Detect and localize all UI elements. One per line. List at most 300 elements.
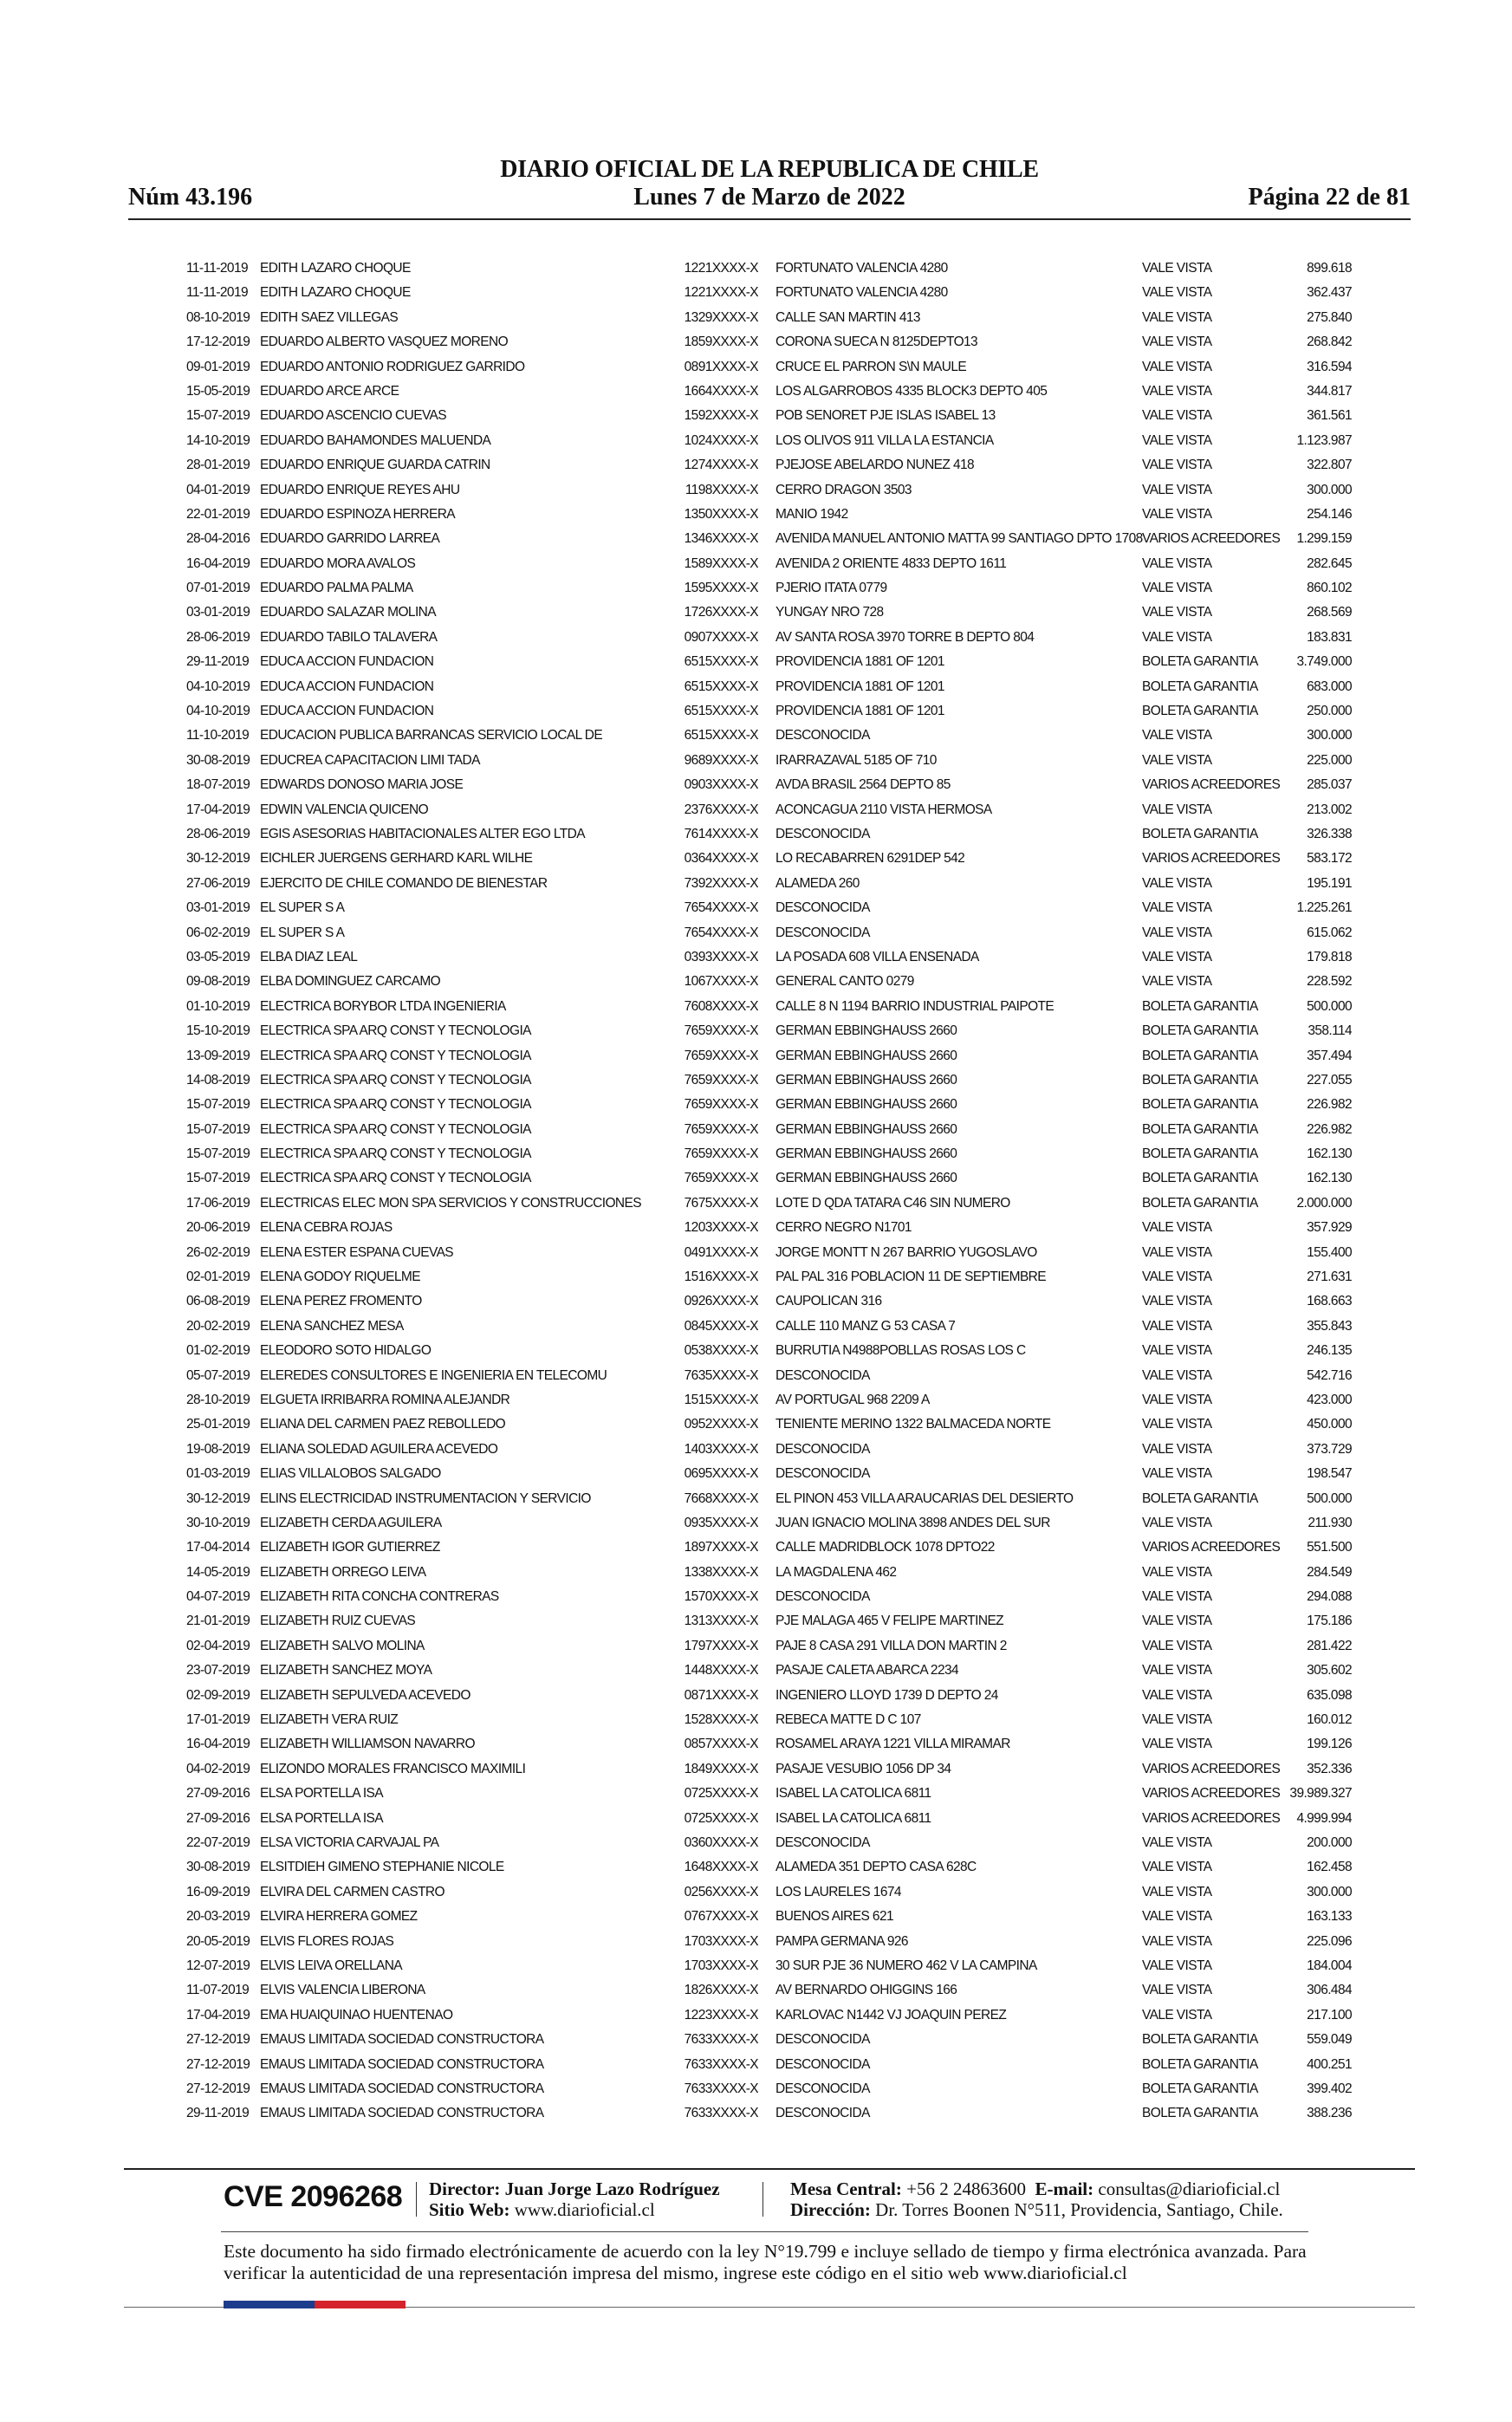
- table-row: [186, 306, 1352, 330]
- row-amount: 358.114: [1308, 1023, 1352, 1039]
- row-rut: 0952XXXX-X: [684, 1417, 758, 1432]
- director-block: [429, 2179, 720, 2220]
- row-rut: 0935XXXX-X: [684, 1515, 758, 1530]
- table-row: [186, 1216, 1352, 1240]
- row-name: ELECTRICA BORYBOR LTDA INGENIERIA: [260, 998, 506, 1014]
- row-address: LOS OLIVOS 911 VILLA LA ESTANCIA: [775, 432, 994, 448]
- table-row: [186, 1364, 1352, 1388]
- row-document-type: VALE VISTA: [1142, 1589, 1212, 1605]
- row-name: EMAUS LIMITADA SOCIEDAD CONSTRUCTORA: [260, 2032, 544, 2048]
- row-name: ELSA PORTELLA ISA: [260, 1786, 384, 1802]
- row-document-type: VALE VISTA: [1142, 285, 1212, 301]
- row-date: 17-04-2014: [186, 1540, 250, 1555]
- row-rut: 0364XXXX-X: [684, 851, 758, 867]
- row-document-type: BOLETA GARANTIA: [1142, 2081, 1258, 2096]
- row-document-type: VALE VISTA: [1142, 1687, 1212, 1703]
- row-amount: 162.458: [1307, 1860, 1352, 1875]
- page-header: [128, 156, 1411, 217]
- row-date: 11-11-2019: [186, 261, 248, 276]
- row-date: 19-08-2019: [186, 1441, 250, 1457]
- row-date: 16-09-2019: [186, 1884, 250, 1899]
- row-rut: 6515XXXX-X: [684, 679, 758, 694]
- row-rut: 1338XXXX-X: [684, 1564, 758, 1580]
- row-name: ELSITDIEH GIMENO STEPHANIE NICOLE: [260, 1860, 504, 1875]
- row-address: GERMAN EBBINGHAUSS 2660: [775, 1023, 957, 1039]
- row-amount: 583.172: [1307, 851, 1352, 867]
- table-row: [186, 355, 1352, 380]
- row-amount: 268.569: [1307, 605, 1352, 620]
- row-document-type: BOLETA GARANTIA: [1142, 1146, 1258, 1162]
- row-name: ELVIS LEIVA ORELLANA: [260, 1958, 403, 1973]
- row-name: ELIZABETH RITA CONCHA CONTRERAS: [260, 1589, 499, 1605]
- table-row: [186, 1093, 1352, 1117]
- table-row: [186, 281, 1352, 305]
- row-date: 27-12-2019: [186, 2056, 250, 2072]
- table-row: [186, 601, 1352, 625]
- table-row: [186, 429, 1352, 453]
- row-date: 06-08-2019: [186, 1294, 250, 1309]
- row-address: CALLE 8 N 1194 BARRIO INDUSTRIAL PAIPOTE: [775, 998, 1055, 1014]
- table-row: [186, 1192, 1352, 1216]
- row-name: EICHLER JUERGENS GERHARD KARL WILHE: [260, 851, 533, 867]
- row-name: ELENA GODOY RIQUELME: [260, 1269, 420, 1285]
- row-rut: 1797XXXX-X: [684, 1638, 758, 1653]
- row-date: 30-08-2019: [186, 752, 250, 768]
- row-amount: 500.000: [1307, 998, 1352, 1014]
- row-amount: 361.561: [1307, 408, 1352, 424]
- row-amount: 4.999.994: [1296, 1810, 1352, 1826]
- row-name: ELIZABETH WILLIAMSON NAVARRO: [260, 1737, 475, 1752]
- row-amount: 162.130: [1307, 1146, 1352, 1162]
- row-rut: 1516XXXX-X: [684, 1269, 758, 1285]
- row-document-type: BOLETA GARANTIA: [1142, 826, 1258, 841]
- row-address: JUAN IGNACIO MOLINA 3898 ANDES DEL SUR: [775, 1515, 1050, 1530]
- row-amount: 899.618: [1307, 261, 1352, 276]
- table-row: [186, 945, 1352, 970]
- row-date: 27-06-2019: [186, 875, 250, 891]
- row-document-type: VARIOS ACREEDORES: [1142, 777, 1281, 793]
- row-amount: 227.055: [1307, 1072, 1352, 1088]
- row-name: ELIZABETH SALVO MOLINA: [260, 1638, 425, 1653]
- row-address: FORTUNATO VALENCIA 4280: [775, 285, 948, 301]
- row-rut: 7659XXXX-X: [684, 1023, 758, 1039]
- row-amount: 542.716: [1307, 1367, 1352, 1383]
- row-rut: 6515XXXX-X: [684, 728, 758, 743]
- row-amount: 162.130: [1307, 1171, 1352, 1186]
- row-date: 13-09-2019: [186, 1048, 250, 1063]
- row-date: 03-01-2019: [186, 605, 250, 620]
- row-amount: 344.817: [1307, 383, 1352, 399]
- table-row: [186, 1166, 1352, 1191]
- row-rut: 7633XXXX-X: [684, 2056, 758, 2072]
- row-amount: 2.000.000: [1296, 1195, 1352, 1211]
- row-document-type: VALE VISTA: [1142, 974, 1212, 990]
- footer-divider-top: [124, 2168, 1415, 2170]
- row-address: AV SANTA ROSA 3970 TORRE B DEPTO 804: [775, 629, 1035, 645]
- row-name: ELECTRICA SPA ARQ CONST Y TECNOLOGIA: [260, 1023, 531, 1039]
- row-rut: 0767XXXX-X: [684, 1909, 758, 1925]
- row-rut: 1897XXXX-X: [684, 1540, 758, 1555]
- cve-code: CVE 2096268: [224, 2180, 403, 2213]
- row-address: PASAJE CALETA ABARCA 2234: [775, 1663, 959, 1679]
- director-label: Director:: [429, 2179, 501, 2199]
- row-address: LA MAGDALENA 462: [775, 1564, 897, 1580]
- row-amount: 254.146: [1307, 506, 1352, 522]
- row-date: 11-07-2019: [186, 1983, 250, 1998]
- row-rut: 6515XXXX-X: [684, 654, 758, 670]
- row-name: ELECTRICA SPA ARQ CONST Y TECNOLOGIA: [260, 1097, 531, 1113]
- row-address: PASAJE VESUBIO 1056 DP 34: [775, 1761, 951, 1776]
- row-document-type: VALE VISTA: [1142, 359, 1212, 374]
- row-date: 28-01-2019: [186, 458, 250, 473]
- row-name: ELVIS FLORES ROJAS: [260, 1933, 394, 1949]
- table-row: [186, 1954, 1352, 1978]
- row-rut: 0538XXXX-X: [684, 1343, 758, 1359]
- row-document-type: BOLETA GARANTIA: [1142, 1171, 1258, 1186]
- page-number: Página 22 de 81: [1248, 184, 1411, 211]
- row-amount: 213.002: [1307, 802, 1352, 817]
- row-address: DESCONOCIDA: [775, 728, 870, 743]
- row-rut: 0491XXXX-X: [684, 1244, 758, 1260]
- row-date: 02-01-2019: [186, 1269, 250, 1285]
- row-address: BURRUTIA N4988POBLLAS ROSAS LOS C: [775, 1343, 1026, 1359]
- row-name: EDITH LAZARO CHOQUE: [260, 285, 411, 301]
- row-rut: 7659XXXX-X: [684, 1121, 758, 1137]
- email-link[interactable]: consultas@diarioficial.cl: [1098, 2179, 1281, 2199]
- table-row: [186, 1561, 1352, 1585]
- row-document-type: VALE VISTA: [1142, 482, 1212, 497]
- row-amount: 635.098: [1307, 1687, 1352, 1703]
- row-address: GENERAL CANTO 0279: [775, 974, 914, 990]
- row-date: 26-02-2019: [186, 1244, 250, 1260]
- row-date: 02-04-2019: [186, 1638, 250, 1653]
- row-rut: 1570XXXX-X: [684, 1589, 758, 1605]
- table-row: [186, 330, 1352, 354]
- row-address: REBECA MATTE D C 107: [775, 1712, 921, 1728]
- row-amount: 281.422: [1307, 1638, 1352, 1653]
- row-name: ELECTRICAS ELEC MON SPA SERVICIOS Y CONSTRUCCIONES: [260, 1195, 641, 1211]
- table-row: [186, 1880, 1352, 1905]
- row-rut: 1067XXXX-X: [684, 974, 758, 990]
- row-rut: 1528XXXX-X: [684, 1712, 758, 1728]
- row-amount: 316.594: [1307, 359, 1352, 374]
- row-address: LOS ALGARROBOS 4335 BLOCK3 DEPTO 405: [775, 383, 1048, 399]
- row-amount: 352.336: [1307, 1761, 1352, 1776]
- row-rut: 7614XXXX-X: [684, 826, 758, 841]
- row-amount: 195.191: [1307, 875, 1352, 891]
- row-address: EL PINON 453 VILLA ARAUCARIAS DEL DESIERTO: [775, 1490, 1074, 1506]
- table-row: [186, 1487, 1352, 1511]
- table-row: [186, 576, 1352, 601]
- row-amount: 300.000: [1307, 1884, 1352, 1899]
- row-document-type: VALE VISTA: [1142, 728, 1212, 743]
- row-rut: 1274XXXX-X: [684, 458, 758, 473]
- row-rut: 1726XXXX-X: [684, 605, 758, 620]
- row-date: 03-01-2019: [186, 900, 250, 916]
- row-address: ISABEL LA CATOLICA 6811: [775, 1786, 931, 1802]
- row-amount: 282.645: [1307, 555, 1352, 571]
- row-name: ELENA PEREZ FROMENTO: [260, 1294, 422, 1309]
- row-name: ELSA PORTELLA ISA: [260, 1810, 384, 1826]
- row-document-type: BOLETA GARANTIA: [1142, 1023, 1258, 1039]
- row-document-type: VALE VISTA: [1142, 1466, 1212, 1482]
- row-amount: 184.004: [1307, 1958, 1352, 1973]
- row-address: PJE MALAGA 465 V FELIPE MARTINEZ: [775, 1614, 1004, 1629]
- table-row: [186, 1585, 1352, 1609]
- row-address: DESCONOCIDA: [775, 2056, 870, 2072]
- row-date: 11-11-2019: [186, 285, 248, 301]
- footer-separator: [416, 2182, 417, 2217]
- row-address: GERMAN EBBINGHAUSS 2660: [775, 1171, 957, 1186]
- row-address: FORTUNATO VALENCIA 4280: [775, 261, 948, 276]
- row-name: EGIS ASESORIAS HABITACIONALES ALTER EGO LTDA: [260, 826, 585, 841]
- row-rut: 1595XXXX-X: [684, 581, 758, 596]
- footer-separator-2: [762, 2182, 763, 2217]
- row-address: DESCONOCIDA: [775, 1367, 870, 1383]
- row-rut: 9689XXXX-X: [684, 752, 758, 768]
- row-name: ELVIS VALENCIA LIBERONA: [260, 1983, 425, 1998]
- row-document-type: BOLETA GARANTIA: [1142, 998, 1258, 1014]
- table-row: [186, 650, 1352, 674]
- row-name: EMAUS LIMITADA SOCIEDAD CONSTRUCTORA: [260, 2056, 544, 2072]
- row-date: 23-07-2019: [186, 1663, 250, 1679]
- row-document-type: VALE VISTA: [1142, 1884, 1212, 1899]
- row-document-type: BOLETA GARANTIA: [1142, 679, 1258, 694]
- table-row: [186, 256, 1352, 281]
- row-date: 21-01-2019: [186, 1614, 250, 1629]
- row-address: ALAMEDA 260: [775, 875, 860, 891]
- row-name: EJERCITO DE CHILE COMANDO DE BIENESTAR: [260, 875, 548, 891]
- row-address: LA POSADA 608 VILLA ENSENADA: [775, 949, 979, 964]
- row-amount: 306.484: [1307, 1983, 1352, 1998]
- row-address: AVENIDA MANUEL ANTONIO MATTA 99 SANTIAGO DPTO 1708: [775, 531, 1143, 547]
- row-name: ELSA VICTORIA CARVAJAL PA: [260, 1835, 439, 1850]
- row-date: 01-10-2019: [186, 998, 250, 1014]
- row-address: CALLE 110 MANZ G 53 CASA 7: [775, 1318, 956, 1334]
- row-date: 09-08-2019: [186, 974, 250, 990]
- row-address: JORGE MONTT N 267 BARRIO YUGOSLAVO: [775, 1244, 1037, 1260]
- row-document-type: BOLETA GARANTIA: [1142, 1072, 1258, 1088]
- row-address: INGENIERO LLOYD 1739 D DEPTO 24: [775, 1687, 998, 1703]
- table-row: [186, 1019, 1352, 1043]
- row-address: CERRO DRAGON 3503: [775, 482, 912, 497]
- row-date: 05-07-2019: [186, 1367, 250, 1383]
- row-amount: 163.133: [1307, 1909, 1352, 1925]
- row-name: ELIZABETH ORREGO LEIVA: [260, 1564, 426, 1580]
- row-document-type: VALE VISTA: [1142, 458, 1212, 473]
- row-amount: 1.225.261: [1296, 900, 1352, 916]
- row-date: 27-09-2016: [186, 1810, 250, 1826]
- row-document-type: VALE VISTA: [1142, 752, 1212, 768]
- row-date: 16-04-2019: [186, 1737, 250, 1752]
- row-address: CALLE SAN MARTIN 413: [775, 309, 920, 325]
- row-document-type: VALE VISTA: [1142, 334, 1212, 350]
- table-row: [186, 1609, 1352, 1633]
- row-address: GERMAN EBBINGHAUSS 2660: [775, 1097, 957, 1113]
- table-row: [186, 1757, 1352, 1782]
- row-name: ELEREDES CONSULTORES E INGENIERIA EN TELECOMU: [260, 1367, 607, 1383]
- row-rut: 7654XXXX-X: [684, 925, 758, 940]
- row-rut: 7633XXXX-X: [684, 2081, 758, 2096]
- row-name: ELINS ELECTRICIDAD INSTRUMENTACION Y SERVICIO: [260, 1490, 591, 1506]
- row-document-type: VALE VISTA: [1142, 1737, 1212, 1752]
- row-date: 20-03-2019: [186, 1909, 250, 1925]
- row-address: PAJE 8 CASA 291 VILLA DON MARTIN 2: [775, 1638, 1007, 1653]
- row-address: CAUPOLICAN 316: [775, 1294, 882, 1309]
- table-row: [186, 1462, 1352, 1486]
- row-name: EDUARDO ENRIQUE REYES AHU: [260, 482, 460, 497]
- row-document-type: VALE VISTA: [1142, 1294, 1212, 1309]
- row-name: ELIZABETH RUIZ CUEVAS: [260, 1614, 416, 1629]
- row-date: 30-12-2019: [186, 1490, 250, 1506]
- row-amount: 271.631: [1307, 1269, 1352, 1285]
- row-rut: 6515XXXX-X: [684, 704, 758, 719]
- row-name: EMAUS LIMITADA SOCIEDAD CONSTRUCTORA: [260, 2081, 544, 2096]
- row-name: ELVIRA HERRERA GOMEZ: [260, 1909, 418, 1925]
- table-row: [186, 626, 1352, 650]
- table-row: [186, 404, 1352, 428]
- row-name: EDUCA ACCION FUNDACION: [260, 704, 434, 719]
- row-name: ELIZABETH CERDA AGUILERA: [260, 1515, 442, 1530]
- row-rut: 1648XXXX-X: [684, 1860, 758, 1875]
- row-address: GERMAN EBBINGHAUSS 2660: [775, 1121, 957, 1137]
- row-document-type: VARIOS ACREEDORES: [1142, 851, 1281, 867]
- table-row: [186, 995, 1352, 1019]
- row-amount: 285.037: [1307, 777, 1352, 793]
- director-name: Juan Jorge Lazo Rodríguez: [504, 2179, 720, 2199]
- table-row: [186, 675, 1352, 699]
- row-address: PJERIO ITATA 0779: [775, 581, 887, 596]
- table-row: [186, 478, 1352, 503]
- row-name: EDUARDO PALMA PALMA: [260, 581, 413, 596]
- row-amount: 284.549: [1307, 1564, 1352, 1580]
- row-address: DESCONOCIDA: [775, 2106, 870, 2121]
- table-row: [186, 1315, 1352, 1339]
- row-date: 09-01-2019: [186, 359, 250, 374]
- table-row: [186, 2003, 1352, 2028]
- row-address: GERMAN EBBINGHAUSS 2660: [775, 1146, 957, 1162]
- row-document-type: VALE VISTA: [1142, 408, 1212, 424]
- row-rut: 0695XXXX-X: [684, 1466, 758, 1482]
- row-amount: 357.494: [1307, 1048, 1352, 1063]
- row-date: 07-01-2019: [186, 581, 250, 596]
- table-row: [186, 1905, 1352, 1929]
- row-date: 20-02-2019: [186, 1318, 250, 1334]
- row-date: 02-09-2019: [186, 1687, 250, 1703]
- row-address: ALAMEDA 351 DEPTO CASA 628C: [775, 1860, 977, 1875]
- legal-notice: Este documento ha sido firmado electrónicamente de acuerdo con la ley N°19.799 e incluye sellado de tiempo y firma electrónica avanzada. Para verificar la autenticidad de una representación impresa del mismo, ingrese este código en el sitio web www.diarioficial.cl: [224, 2241, 1307, 2283]
- row-amount: 362.437: [1307, 285, 1352, 301]
- row-name: ELIANA SOLEDAD AGUILERA ACEVEDO: [260, 1441, 498, 1457]
- row-amount: 1.123.987: [1296, 432, 1352, 448]
- row-document-type: VALE VISTA: [1142, 605, 1212, 620]
- row-address: GERMAN EBBINGHAUSS 2660: [775, 1048, 957, 1063]
- table-row: [186, 822, 1352, 847]
- row-address: LOTE D QDA TATARA C46 SIN NUMERO: [775, 1195, 1010, 1211]
- row-rut: 1024XXXX-X: [684, 432, 758, 448]
- row-date: 20-05-2019: [186, 1933, 250, 1949]
- row-date: 22-07-2019: [186, 1835, 250, 1850]
- row-address: ACONCAGUA 2110 VISTA HERMOSA: [775, 802, 992, 817]
- row-name: EDUCACION PUBLICA BARRANCAS SERVICIO LOCAL DE: [260, 728, 603, 743]
- row-amount: 39.989.327: [1289, 1786, 1352, 1802]
- row-rut: 7668XXXX-X: [684, 1490, 758, 1506]
- row-document-type: BOLETA GARANTIA: [1142, 1121, 1258, 1137]
- row-date: 25-01-2019: [186, 1417, 250, 1432]
- row-date: 18-07-2019: [186, 777, 250, 793]
- row-address: DESCONOCIDA: [775, 826, 870, 841]
- row-name: ELEODORO SOTO HIDALGO: [260, 1343, 432, 1359]
- row-rut: 1350XXXX-X: [684, 506, 758, 522]
- row-name: EDUARDO TABILO TALAVERA: [260, 629, 438, 645]
- row-date: 28-10-2019: [186, 1392, 250, 1407]
- row-document-type: VALE VISTA: [1142, 925, 1212, 940]
- table-row: [186, 773, 1352, 797]
- table-row: [186, 2028, 1352, 2052]
- row-rut: 0903XXXX-X: [684, 777, 758, 793]
- row-address: AVDA BRASIL 2564 DEPTO 85: [775, 777, 951, 793]
- row-name: EDUARDO ASCENCIO CUEVAS: [260, 408, 447, 424]
- row-rut: 1515XXXX-X: [684, 1392, 758, 1407]
- table-row: [186, 1634, 1352, 1659]
- row-date: 30-10-2019: [186, 1515, 250, 1530]
- row-document-type: BOLETA GARANTIA: [1142, 2032, 1258, 2048]
- row-rut: 1703XXXX-X: [684, 1933, 758, 1949]
- table-row: [186, 1068, 1352, 1093]
- row-address: CERRO NEGRO N1701: [775, 1220, 912, 1236]
- row-amount: 168.663: [1307, 1294, 1352, 1309]
- row-rut: 7392XXXX-X: [684, 875, 758, 891]
- row-date: 14-05-2019: [186, 1564, 250, 1580]
- row-document-type: BOLETA GARANTIA: [1142, 654, 1258, 670]
- row-document-type: VALE VISTA: [1142, 1638, 1212, 1653]
- row-rut: 0725XXXX-X: [684, 1810, 758, 1826]
- email-label: E-mail:: [1035, 2179, 1094, 2199]
- row-name: EDUCA ACCION FUNDACION: [260, 654, 434, 670]
- row-name: EL SUPER S A: [260, 900, 345, 916]
- row-rut: 1221XXXX-X: [684, 261, 758, 276]
- row-document-type: BOLETA GARANTIA: [1142, 2056, 1258, 2072]
- row-address: DESCONOCIDA: [775, 900, 870, 916]
- creditors-table: [186, 256, 1352, 2127]
- row-address: BUENOS AIRES 621: [775, 1909, 893, 1925]
- row-document-type: VARIOS ACREEDORES: [1142, 1540, 1281, 1555]
- table-row: [186, 1265, 1352, 1289]
- address-text: Dr. Torres Boonen N°511, Providencia, Santiago, Chile.: [875, 2199, 1283, 2220]
- row-name: ELIZABETH VERA RUIZ: [260, 1712, 399, 1728]
- row-document-type: VALE VISTA: [1142, 949, 1212, 964]
- row-rut: 7635XXXX-X: [684, 1367, 758, 1383]
- row-name: ELGUETA IRRIBARRA ROMINA ALEJANDR: [260, 1392, 510, 1407]
- table-row: [186, 1930, 1352, 1954]
- table-row: [186, 503, 1352, 527]
- row-rut: 2376XXXX-X: [684, 802, 758, 817]
- row-amount: 551.500: [1307, 1540, 1352, 1555]
- table-row: [186, 1978, 1352, 2003]
- row-name: EL SUPER S A: [260, 925, 345, 940]
- row-name: EDWARDS DONOSO MARIA JOSE: [260, 777, 464, 793]
- row-address: TENIENTE MERINO 1322 BALMACEDA NORTE: [775, 1417, 1051, 1432]
- web-link[interactable]: www.diarioficial.cl: [514, 2199, 655, 2220]
- row-date: 04-01-2019: [186, 482, 250, 497]
- row-rut: 1849XXXX-X: [684, 1761, 758, 1776]
- table-row: [186, 872, 1352, 896]
- row-name: ELENA ESTER ESPANA CUEVAS: [260, 1244, 454, 1260]
- row-address: PROVIDENCIA 1881 OF 1201: [775, 679, 944, 694]
- row-name: EDITH SAEZ VILLEGAS: [260, 309, 399, 325]
- row-amount: 179.818: [1307, 949, 1352, 964]
- contact-block: [790, 2179, 1283, 2220]
